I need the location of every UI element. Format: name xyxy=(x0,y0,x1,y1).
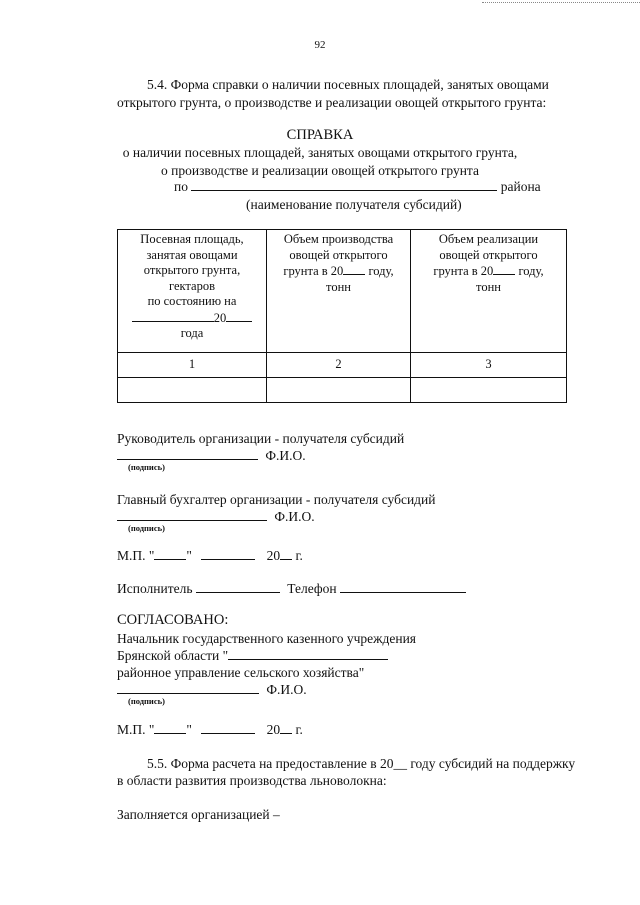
header-cell-area xyxy=(118,230,267,353)
recipient-name-field[interactable] xyxy=(191,179,497,191)
data-cell-sales[interactable] xyxy=(411,378,567,403)
district-label: района xyxy=(500,179,541,194)
approval-heading: СОГЛАСОВАНО: xyxy=(117,612,229,628)
district-line xyxy=(174,178,541,195)
year-field[interactable] xyxy=(280,722,292,734)
column-number: 1 xyxy=(118,353,267,378)
header-text: года xyxy=(180,326,204,340)
header-text: тонн xyxy=(326,279,351,294)
phone-label: Телефон xyxy=(287,581,337,596)
year-blank[interactable] xyxy=(343,263,365,275)
executor-field[interactable] xyxy=(196,581,280,593)
top-edge-line xyxy=(482,2,640,3)
fio-label: Ф.И.О. xyxy=(265,448,306,463)
header-cell-sales xyxy=(411,230,567,353)
section-5-5-line-1: 5.5. Форма расчета на предоставление в 20__ году субсидий на поддержку xyxy=(147,756,576,771)
district-office-field[interactable] xyxy=(228,648,388,660)
day-field[interactable] xyxy=(154,722,186,734)
year-blank[interactable] xyxy=(493,263,515,275)
data-cell-area[interactable] xyxy=(118,378,267,403)
header-text: по состоянию на xyxy=(147,294,237,308)
header-text: овощей открытого xyxy=(439,247,538,262)
executor-line xyxy=(117,580,466,597)
date-blank[interactable] xyxy=(132,310,214,322)
header-text: занятая овощами xyxy=(146,247,238,262)
certificate-subtitle-2: о производстве и реализации овощей открытого грунта xyxy=(161,163,479,178)
column-number: 2 xyxy=(267,353,411,378)
month-field[interactable] xyxy=(201,548,255,560)
header-text: 20 xyxy=(213,310,227,325)
approval-line-2: Брянской области " xyxy=(117,647,388,664)
approval-signature-field[interactable] xyxy=(117,682,259,694)
table-header-row xyxy=(118,230,567,353)
phone-field[interactable] xyxy=(340,581,466,593)
header-text: Объем реализации xyxy=(438,232,539,246)
month-field[interactable] xyxy=(201,722,255,734)
head-label: Руководитель организации - получателя субсидий xyxy=(117,431,405,446)
approval-line-3: районное управление сельского хозяйства" xyxy=(117,665,365,680)
date-line xyxy=(122,310,262,327)
header-text: открытого грунта, xyxy=(143,263,241,277)
intro-line-1: 5.4. Форма справки о наличии посевных площадей, занятых овощами xyxy=(147,77,549,92)
fio-label: Ф.И.О. xyxy=(274,509,315,524)
header-text: овощей открытого xyxy=(289,247,388,262)
signature-caption: (подпись) xyxy=(128,462,165,472)
year-field[interactable] xyxy=(280,548,292,560)
header-text: Объем производства xyxy=(283,232,394,246)
stamp-date-line: М.П. " " 20 г. xyxy=(117,722,303,737)
head-signature-field[interactable] xyxy=(117,448,258,460)
table-data-row xyxy=(118,378,567,403)
header-text: тонн xyxy=(476,279,501,294)
accountant-signature-field[interactable] xyxy=(117,509,267,521)
year-line: грунта в 20 году, xyxy=(283,264,394,278)
section-5-5-line-2: в области развития производства льноволокна: xyxy=(117,773,387,788)
certificate-title: СПРАВКА xyxy=(286,127,354,143)
fio-label: Ф.И.О. xyxy=(266,682,307,697)
year-blank[interactable] xyxy=(226,310,252,322)
header-cell-production xyxy=(267,230,411,353)
stamp-date-line: М.П. " " 20 г. xyxy=(117,548,303,563)
data-cell-production[interactable] xyxy=(267,378,411,403)
po-label: по xyxy=(174,179,188,194)
accountant-label: Главный бухгалтер организации - получателя субсидий xyxy=(117,492,436,507)
day-field[interactable] xyxy=(154,548,186,560)
executor-label: Исполнитель xyxy=(117,581,193,596)
certificate-subtitle-1: о наличии посевных площадей, занятых овощами открытого грунта, xyxy=(122,145,518,160)
signature-caption: (подпись) xyxy=(128,696,165,706)
page-number: 92 xyxy=(314,39,326,51)
year-line: грунта в 20 году, xyxy=(433,264,544,278)
recipient-caption: (наименование получателя субсидий) xyxy=(246,197,462,212)
header-text: Посевная площадь, xyxy=(140,232,244,246)
header-text: гектаров xyxy=(169,278,215,293)
intro-line-2: открытого грунта, о производстве и реализации овощей открытого грунта: xyxy=(117,95,547,110)
table-number-row xyxy=(118,353,567,378)
column-number: 3 xyxy=(411,353,567,378)
signature-caption: (подпись) xyxy=(128,523,165,533)
certificate-table xyxy=(117,229,567,403)
fill-note: Заполняется организацией – xyxy=(117,807,280,822)
approval-line-1: Начальник государственного казенного учреждения xyxy=(117,631,417,646)
